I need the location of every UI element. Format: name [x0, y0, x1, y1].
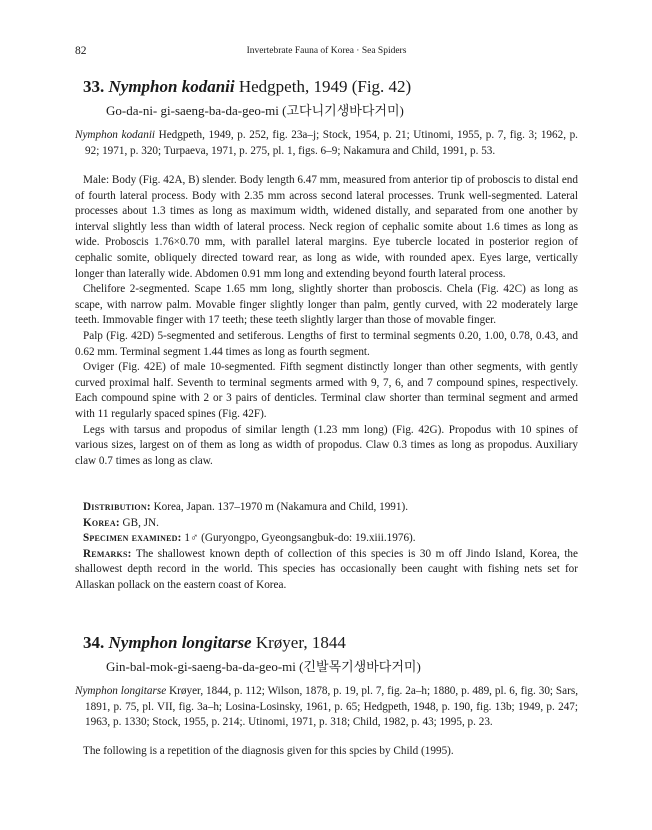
distribution-label: Distribution:	[83, 501, 151, 513]
description-paragraph-oviger: Oviger (Fig. 42E) of male 10-segmented. Fifth segment distinctly longer than other segments, with gently curved proximal half. Seventh to terminal segments armed with 9, 7, 6, and 7 compound spines, respectively. Each compound spine with 2 or 3 pairs of denticles. Terminal claw shorter than terminal segment and armed with 11 regularly spaced spines (Fig. 42F).	[75, 361, 578, 420]
korean-hangul: (고다니기생바다거미)	[282, 103, 404, 118]
species-author: Hedgpeth, 1949	[238, 77, 348, 96]
species-33-korean-name	[106, 100, 404, 119]
species-name: Nymphon longitarse	[108, 633, 252, 652]
description-paragraph-legs: Legs with tarsus and propodus of similar length (1.23 mm long) (Fig. 42G). Propodus with 10 spines of various sizes, largest on of them as long as width of propodus. Claw 0.3 times as long as propodus. Auxiliary claw 0.7 times as long as claw.	[75, 423, 578, 467]
specimen-line	[75, 531, 578, 547]
species-34-heading	[83, 633, 346, 653]
korea-line	[75, 516, 578, 532]
remarks-line	[75, 547, 578, 594]
description-paragraph-palp: Palp (Fig. 42D) 5-segmented and setiferous. Lengths of first to terminal segments 0.20, 1.00, 0.78, 0.43, and 0.62 mm. Terminal segment 1.44 times as long as fourth segment.	[75, 329, 578, 358]
species-33-description	[75, 173, 578, 469]
page-header	[75, 45, 578, 61]
korea-text: GB, JN.	[119, 516, 159, 529]
specimen-text: 1♂ (Guryongpo, Gyeongsangbuk-do: 19.xiii.1976).	[181, 532, 416, 545]
synonymy-name: Nymphon kodanii	[75, 129, 156, 141]
species-33-heading	[83, 77, 411, 97]
species-34-korean-name	[106, 656, 421, 675]
remarks-label: Remarks:	[83, 547, 132, 560]
species-34-closing	[75, 744, 578, 760]
species-author: Krøyer, 1844	[255, 633, 346, 652]
specimen-label: Specimen examined:	[83, 532, 182, 545]
species-33-notes	[75, 500, 578, 594]
page-number: 82	[75, 45, 87, 57]
distribution-text: Korea, Japan. 137–1970 m (Nakamura and Child, 1991).	[150, 501, 409, 513]
synonymy-name: Nymphon longitarse	[75, 685, 167, 697]
korean-romanized: Gin-bal-mok-gi-saeng-ba-da-geo-mi	[106, 659, 296, 674]
description-paragraph-chelifore: Chelifore 2-segmented. Scape 1.65 mm long, slightly shorter than proboscis. Chela (Fig. 42C) as long as scape, with narrow palm. Movable finger slightly longer than palm, gently curved, with 22 moderately large teeth. Immovable finger with 17 teeth; these teeth slightly larger than those of movable finger.	[75, 283, 578, 327]
description-paragraph-body: Male: Body (Fig. 42A, B) slender. Body length 6.47 mm, measured from anterior tip of proboscis to distal end of fourth lateral process. Body with 2.35 mm across second lateral processes. Trunk well-segmented. Lateral processes about 1.3 times as long as maximum width, widened distally, and separated from one another by interval slightly less than width of lateral process. Neck region of cephalic somite about 1.6 times as long as wide. Proboscis 1.76×0.70 mm, with parallel lateral margins. Eye tubercle located in posterior region of cephalic somite, obliquely directed toward rear, as long as wide, with rounded apex. Eyes large, vertically longer than laterally wide. Abdomen 0.91 mm long and extending beyond fourth lateral process.	[75, 174, 578, 280]
figure-reference: (Fig. 42)	[351, 77, 412, 96]
species-name: Nymphon kodanii	[108, 77, 235, 96]
species-number: 33.	[83, 77, 105, 96]
running-title: Invertebrate Fauna of Korea · Sea Spiders	[246, 46, 407, 56]
korean-hangul: (긴발목기생바다거미)	[299, 659, 421, 674]
species-34-synonymy	[75, 684, 578, 731]
synonymy-text: Hedgpeth, 1949, p. 252, fig. 23a–j; Stock, 1954, p. 21; Utinomi, 1955, p. 7, fig. 3; 1962, p. 92; 1971, p. 320; Turpaeva, 1971, p. 275, pl. 1, figs. 6–9; Nakamura and Child, 1991, p. 53.	[85, 129, 578, 157]
distribution-line	[75, 500, 578, 516]
synonymy-text: Krøyer, 1844, p. 112; Wilson, 1878, p. 19, pl. 7, fig. 2a–h; 1880, p. 489, pl. 6, fig. 30; Sars, 1891, p. 75, pl. VII, fig. 3a–h; Losina-Losinsky, 1961, p. 65; Hedgpeth, 1948, p. 190, fig. 13b; 1949, p. 247; 1963, p. 1330; Stock, 1955, p. 214;. Utinomi, 1971, p. 318; Child, 1982, p. 43; 1995, p. 23.	[85, 685, 578, 729]
remarks-text: The shallowest known depth of collection of this species is 30 m off Jindo Island, Korea, the shallowest depth record in the world. This species has occasionally been caught with fishing nets set for Allaskan pollack on the eastern coast of Korea.	[75, 547, 578, 591]
species-33-synonymy	[75, 128, 578, 159]
korean-romanized: Go-da-ni- gi-saeng-ba-da-geo-mi	[106, 103, 279, 118]
closing-sentence: The following is a repetition of the diagnosis given for this spcies by Child (1995).	[83, 745, 454, 757]
species-number: 34.	[83, 633, 105, 652]
korea-label: Korea:	[83, 516, 120, 529]
